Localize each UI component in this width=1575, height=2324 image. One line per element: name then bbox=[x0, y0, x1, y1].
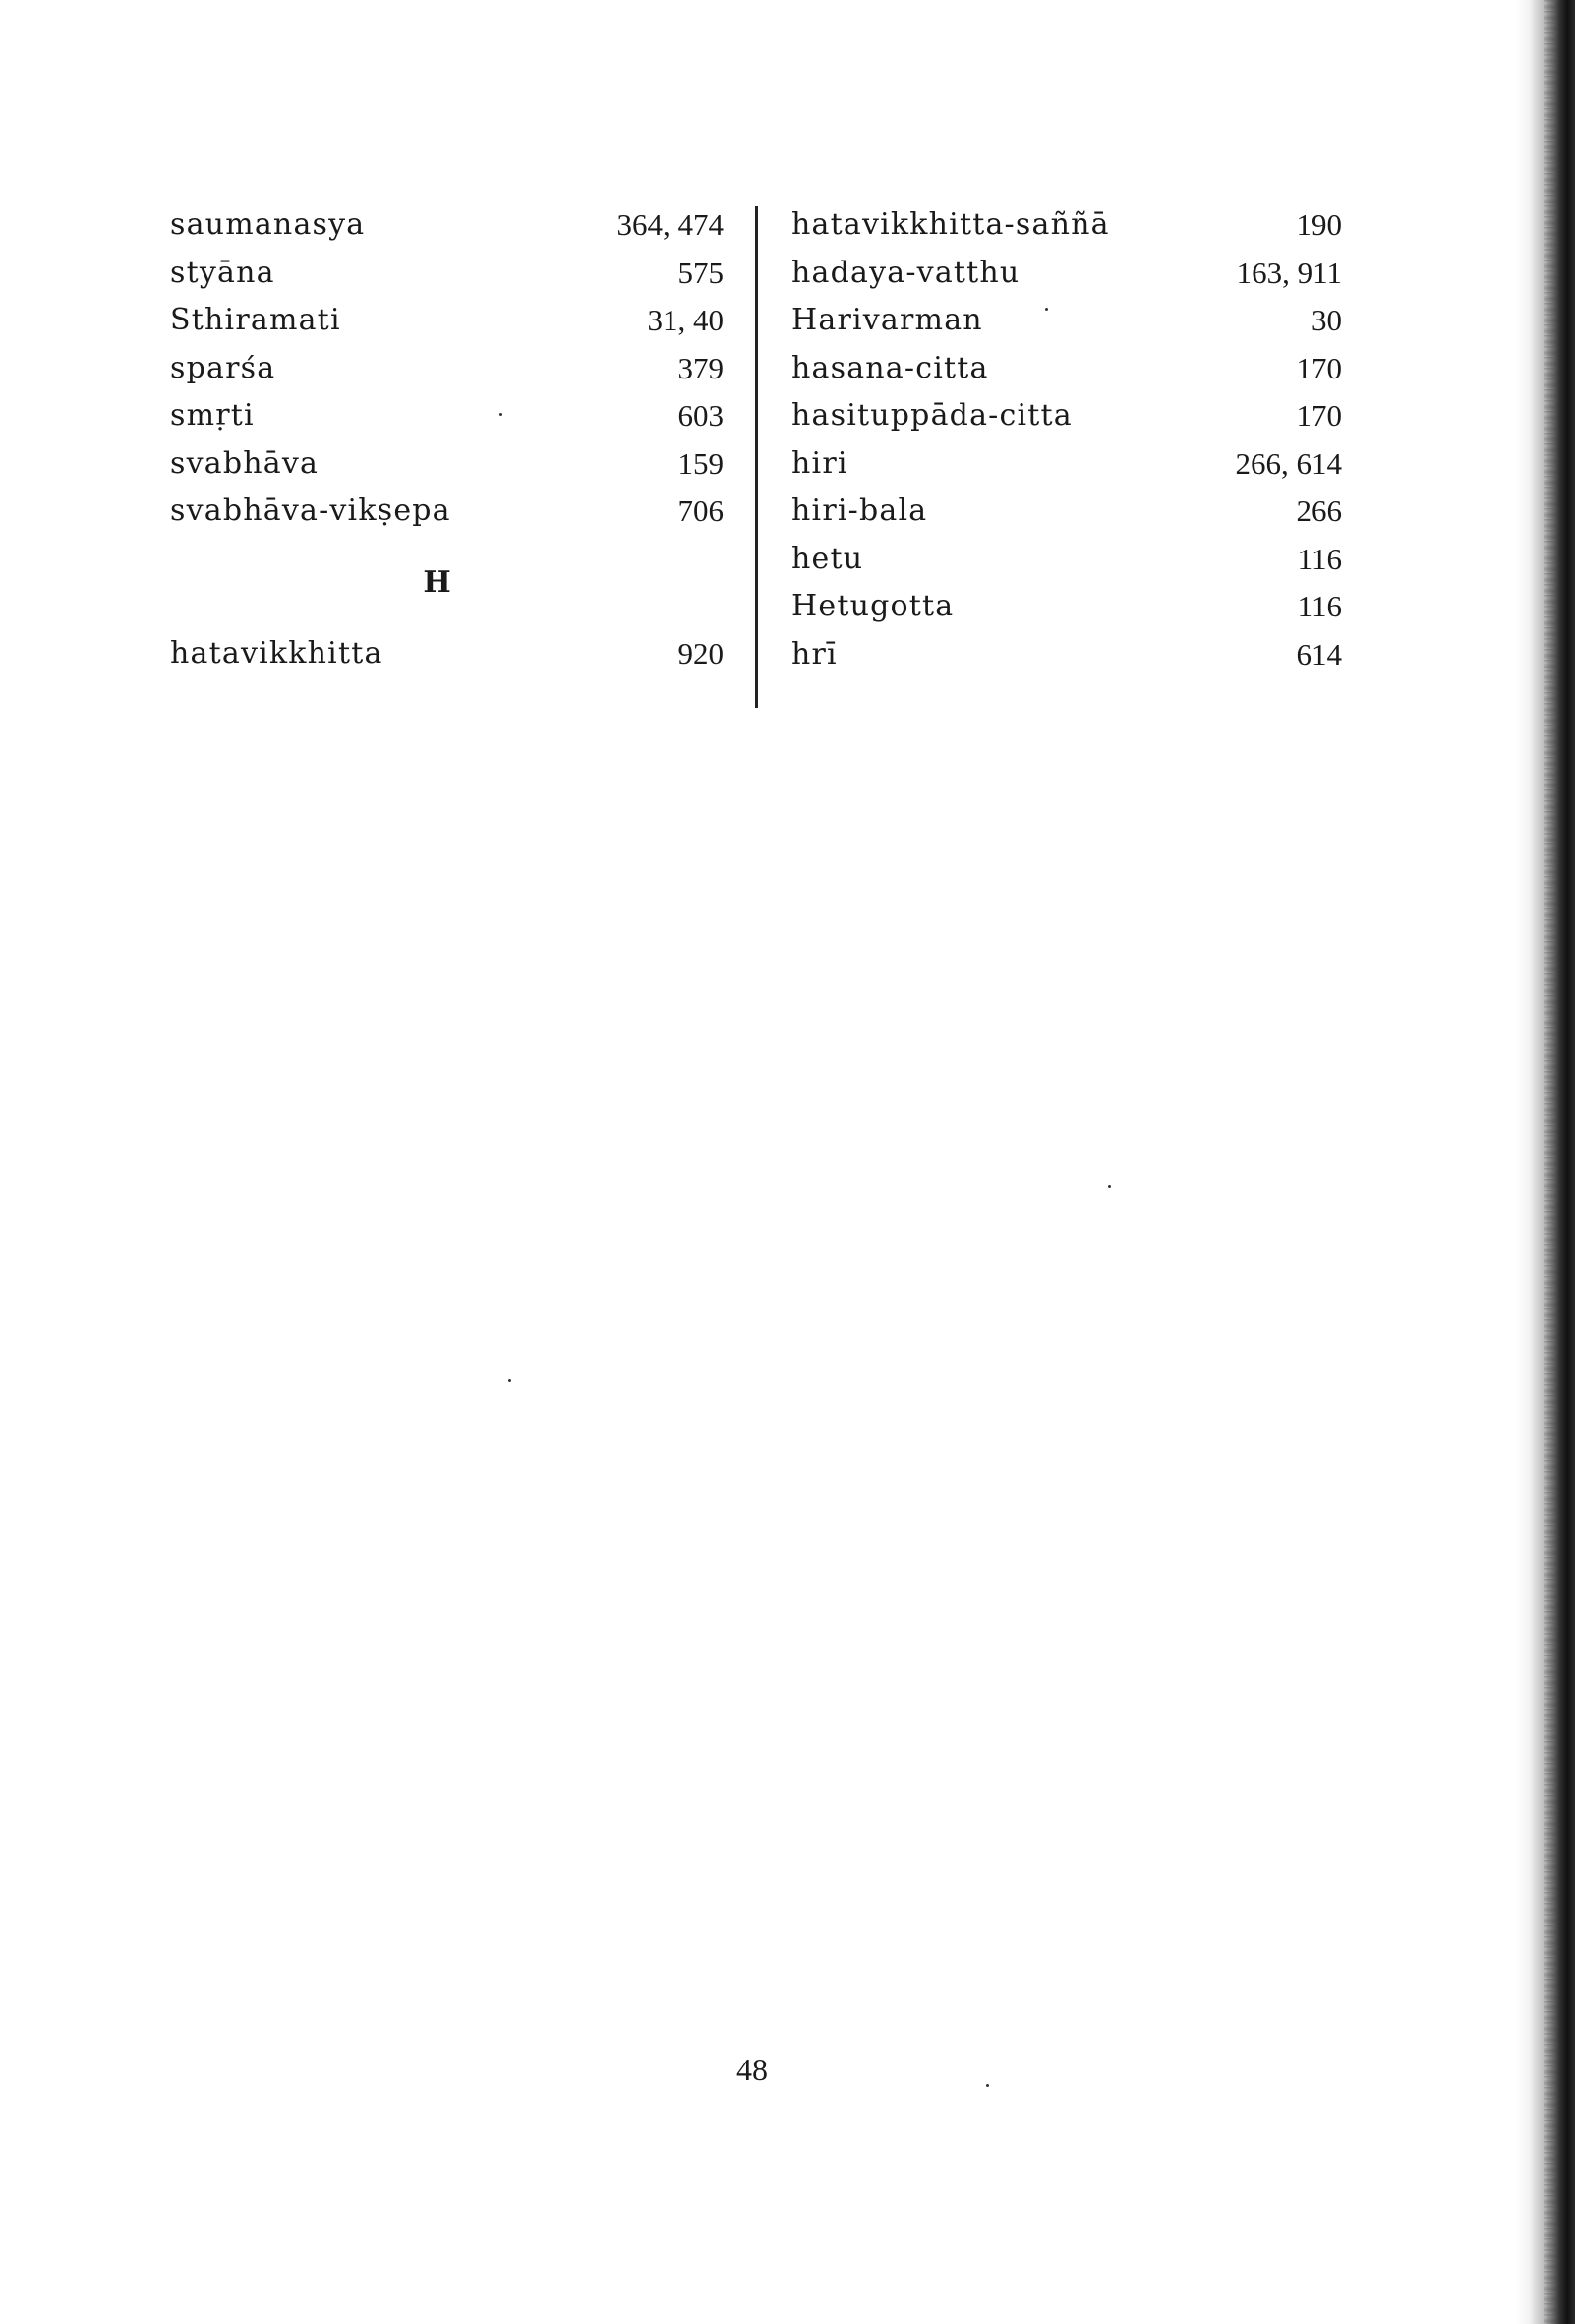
index-entry bbox=[170, 630, 724, 678]
index-term: styāna bbox=[170, 255, 275, 290]
index-pages: 706 bbox=[677, 494, 724, 528]
index-term: saumanasya bbox=[170, 207, 366, 242]
index-pages: 116 bbox=[1297, 541, 1342, 576]
scan-speck bbox=[986, 2084, 989, 2087]
index-pages: 379 bbox=[677, 350, 724, 385]
index-entry bbox=[170, 345, 724, 393]
scan-speck bbox=[499, 413, 502, 416]
index-entry bbox=[791, 488, 1342, 536]
scan-speck bbox=[1045, 308, 1048, 311]
index-term: hrī bbox=[791, 636, 838, 671]
index-pages: 159 bbox=[677, 445, 724, 481]
index-pages: 575 bbox=[677, 255, 724, 290]
index-entry bbox=[791, 392, 1342, 440]
index-pages: 364, 474 bbox=[616, 207, 724, 242]
index-term: svabhāva-vikṣepa bbox=[170, 494, 451, 528]
index-entry bbox=[791, 631, 1342, 679]
index-entry bbox=[170, 297, 724, 345]
index-term: Harivarman bbox=[791, 303, 983, 337]
index-term: Sthiramati bbox=[170, 303, 341, 337]
index-pages: 116 bbox=[1297, 589, 1342, 623]
column-divider bbox=[755, 206, 758, 708]
index-term: hasituppāda-citta bbox=[791, 398, 1073, 433]
scan-speck bbox=[508, 1379, 511, 1382]
index-entry bbox=[170, 392, 724, 440]
index-entry bbox=[791, 536, 1342, 584]
index-entry bbox=[170, 250, 724, 298]
section-spacer bbox=[170, 607, 724, 630]
index-column-left bbox=[170, 202, 724, 677]
index-entry bbox=[170, 440, 724, 489]
index-pages: 31, 40 bbox=[647, 303, 724, 337]
index-entry bbox=[791, 345, 1342, 393]
index-pages: 266, 614 bbox=[1235, 445, 1342, 481]
index-pages: 170 bbox=[1296, 350, 1342, 385]
index-term: hasana-citta bbox=[791, 350, 989, 385]
index-term: Hetugotta bbox=[791, 589, 955, 623]
index-pages: 614 bbox=[1296, 636, 1342, 671]
section-spacer bbox=[170, 536, 724, 559]
index-entry bbox=[791, 583, 1342, 631]
index-pages: 190 bbox=[1296, 207, 1342, 242]
index-term: smṛti bbox=[170, 398, 255, 433]
binding-shadow bbox=[1544, 0, 1557, 2324]
index-column-right bbox=[791, 202, 1342, 678]
index-entry bbox=[791, 297, 1342, 345]
index-term: hetu bbox=[791, 541, 864, 576]
index-pages: 170 bbox=[1296, 398, 1342, 433]
index-pages: 603 bbox=[677, 398, 724, 433]
section-letter-heading: H bbox=[423, 564, 451, 600]
scan-speck bbox=[1108, 1185, 1111, 1188]
index-entry bbox=[791, 250, 1342, 298]
index-pages: 30 bbox=[1312, 303, 1342, 337]
index-entry bbox=[791, 202, 1342, 250]
index-term: hatavikkhitta bbox=[170, 635, 383, 670]
index-term: sparśa bbox=[170, 350, 276, 385]
index-pages: 163, 911 bbox=[1236, 255, 1342, 290]
index-term: hiri-bala bbox=[791, 494, 928, 528]
page-number: 48 bbox=[736, 2052, 768, 2087]
index-term: hiri bbox=[791, 445, 848, 481]
index-pages: 920 bbox=[677, 635, 724, 670]
index-entry bbox=[170, 488, 724, 536]
index-term: hatavikkhitta-saññā bbox=[791, 207, 1110, 242]
index-term: hadaya-vatthu bbox=[791, 255, 1021, 290]
index-entry bbox=[170, 202, 724, 250]
index-entry bbox=[791, 440, 1342, 489]
index-term: svabhāva bbox=[170, 445, 320, 481]
index-pages: 266 bbox=[1296, 494, 1342, 528]
